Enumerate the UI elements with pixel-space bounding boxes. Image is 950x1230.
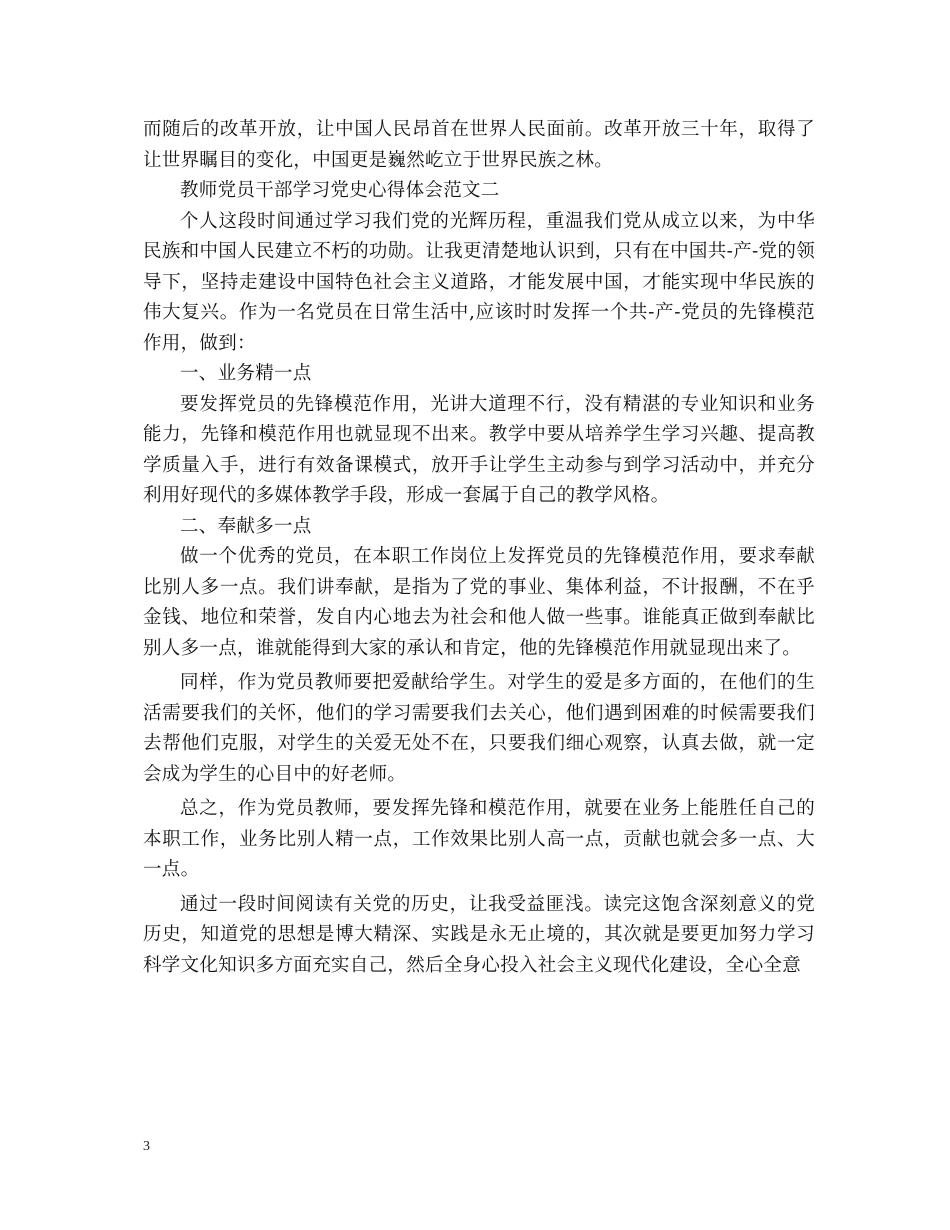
document-body (143, 115, 815, 981)
paragraph-intro: 个人这段时间通过学习我们党的光辉历程，重温我们党从成立以来，为中华民族和中国人民建立不朽的功勋。让我更清楚地认识到，只有在中国共-产-党的领导下，坚持走建设中国特色社会主义道路，才能发展中国，才能实现中华民族的伟大复兴。作为一名党员在日常生活中,应该时时发挥一个共-产-党员的先锋模范作用，做到： (143, 210, 815, 354)
paragraph-conclusion: 总之，作为党员教师，要发挥先锋和模范作用，就要在业务上能胜任自己的本职工作，业务比别人精一点，工作效果比别人高一点，贡献也就会多一点、大一点。 (143, 798, 815, 880)
paragraph-reform-opening: 而随后的改革开放，让中国人民昂首在世界人民面前。改革开放三十年，取得了让世界瞩目的变化，中国更是巍然屹立于世界民族之林。 (143, 119, 815, 171)
heading-dedication: 二、奉献多一点 (180, 515, 312, 537)
paragraph-love-students: 同样，作为党员教师要把爱献给学生。对学生的爱是多方面的，在他们的生活需要我们的关怀，他们的学习需要我们去关心，他们遇到困难的时候需要我们去帮他们克服，对学生的关爱无处不在，只要我们细心观察，认真去做，就一定会成为学生的心目中的好老师。 (143, 672, 815, 785)
paragraph-history-reading: 通过一段时间阅读有关党的历史，让我受益匪浅。读完这饱含深刻意义的党历史，知道党的思想是博大精深、实践是永无止境的，其次就是要更加努力学习科学文化知识多方面充实自己，然后全身心投入社会主义现代化建设，全心全意 (143, 893, 815, 976)
paragraph-dedication: 做一个优秀的党员，在本职工作岗位上发挥党员的先锋模范作用，要求奉献比别人多一点。我们讲奉献，是指为了党的事业、集体利益，不计报酬，不在乎金钱、地位和荣誉，发自内心地去为社会和他人做一些事。谁能真正做到奉献比别人多一点，谁就能得到大家的承认和肯定，他的先锋模范作用就显现出来了。 (143, 546, 815, 659)
page-number: 3 (143, 1139, 150, 1154)
essay-title-two: 教师党员干部学习党史心得体会范文二 (180, 180, 500, 201)
paragraph-business-skills: 要发挥党员的先锋模范作用，光讲大道理不行，没有精湛的专业知识和业务能力，先锋和模范作用也就显现不出来。教学中要从培养学生学习兴趣、提高教学质量入手，进行有效备课模式，放开手让学生主动参与到学习活动中，并充分利用好现代的多媒体教学手段，形成一套属于自己的教学风格。 (143, 393, 815, 506)
heading-business-skills: 一、业务精一点 (180, 363, 312, 384)
